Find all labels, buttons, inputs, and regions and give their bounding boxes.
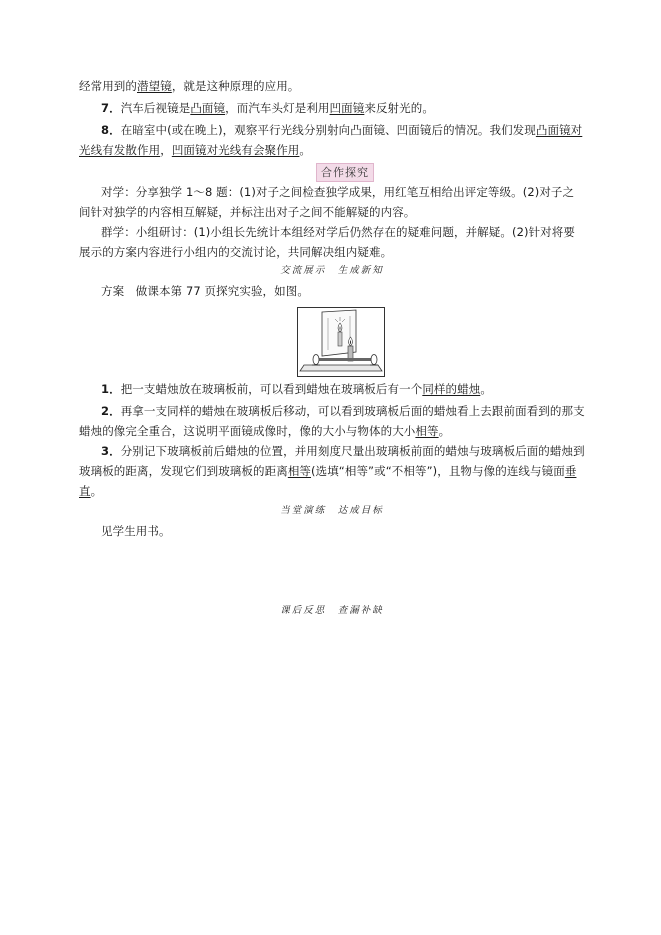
answer-blank: 凹面镜对光线有会聚作用 (171, 143, 300, 157)
text: (选填“相等”或“不相等”)，且物与像的连线与镜面 (311, 464, 565, 478)
answer-blank: 凸面镜 (190, 101, 226, 115)
step-1 (79, 379, 585, 399)
text: 。 (438, 424, 451, 438)
section-title-exchange: 交流展示 生成新知 (280, 265, 384, 276)
text: 。 (299, 143, 312, 157)
text: 经常用到的 (79, 79, 137, 93)
qunxue-paragraph: 群学：小组研讨：(1)小组长先统计本组经对学后仍然存在的疑难问题，并解疑。(2)针对将要展示的方案内容进行小组内的交流讨论，共同解决组内疑难。 (79, 225, 575, 259)
experiment-figure (297, 307, 385, 377)
answer-blank: 凹面镜 (329, 101, 365, 115)
text: 。 (480, 382, 492, 396)
item-number: 3． (101, 444, 121, 458)
text: ，而汽车头灯是利用 (225, 101, 330, 115)
answer-blank: 潜望镜 (137, 79, 172, 93)
candle-mirror-illustration (298, 308, 384, 376)
plan-line: 方案 做课本第 77 页探究实验，如图。 (101, 284, 309, 298)
answer-blank: 相等 (415, 424, 439, 438)
section-title-reflection: 课后反思 查漏补缺 (280, 605, 384, 616)
item-number: 7． (101, 101, 121, 115)
item-number: 2． (101, 404, 121, 418)
text: 在暗室中(或在晚上)，观察平行光线分别射向凸面镜、凹面镜后的情况。我们发现 (120, 123, 536, 137)
item-number: 1． (101, 382, 121, 396)
duixue-paragraph: 对学：分享独学 1～8 题：(1)对子之间检查独学成果，用红笔互相给出评定等级。(2)对子之间针对独学的内容相互解疑，并标注出对子之间不能解疑的内容。 (79, 185, 575, 219)
see-book-line: 见学生用书。 (101, 524, 171, 538)
text: ，就是这种原理的应用。 (171, 79, 300, 93)
section-title-practice: 当堂演练 达成目标 (280, 505, 384, 516)
text: ， (160, 143, 172, 157)
text: 分别记下玻璃板前后蜡烛的位置，并用刻度尺量出玻璃板前面的蜡烛与玻璃板后面的蜡烛到玻璃板的距离，发现它们到玻璃板的距离 (79, 444, 585, 478)
step-3 (79, 441, 585, 501)
step-2 (79, 401, 585, 441)
answer-blank: 凸面镜对光线有发散作用 (79, 123, 583, 157)
cooperation-badge: 合作探究 (316, 163, 374, 182)
text: 再拿一支同样的蜡烛在玻璃板后移动，可以看到玻璃板后面的蜡烛看上去跟前面看到的那支蜡烛的像完全重合，这说明平面镜成像时，像的大小与物体的大小 (79, 404, 585, 438)
text: 汽车后视镜是 (120, 101, 191, 115)
text: 来反射光的。 (364, 101, 434, 115)
answer-blank: 相等 (287, 464, 312, 478)
answer-blank: 垂直 (79, 464, 577, 498)
continuation-line (79, 76, 585, 96)
answer-blank: 同样的蜡烛 (422, 382, 481, 396)
item-8 (79, 120, 585, 160)
item-7 (79, 98, 585, 118)
text: 。 (90, 484, 103, 498)
text: 把一支蜡烛放在玻璃板前，可以看到蜡烛在玻璃板后有一个 (120, 382, 423, 396)
item-number: 8． (101, 123, 121, 137)
